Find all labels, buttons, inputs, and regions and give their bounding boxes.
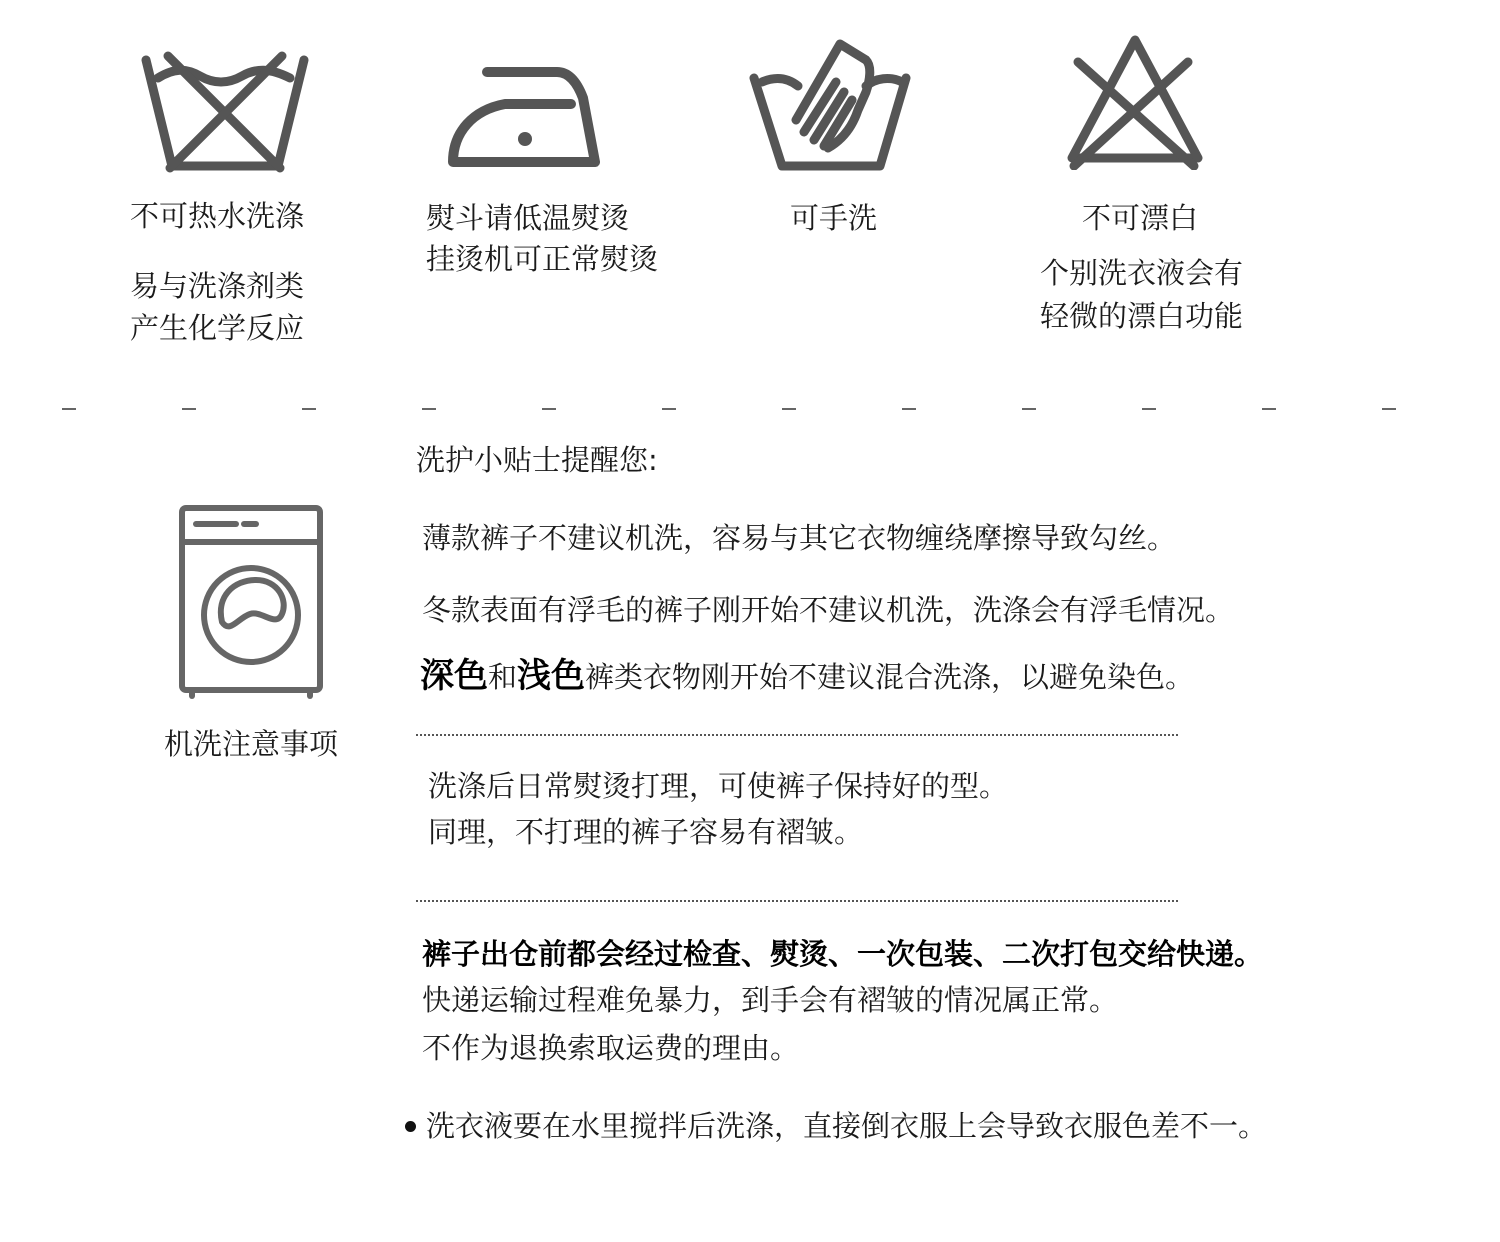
caption-iron-2: 挂烫机可正常熨烫 <box>426 242 659 276</box>
tip-shipping-3: 不作为退换索取运费的理由。 <box>422 1031 800 1065</box>
note-no-bleach-2: 轻微的漂白功能 <box>1040 299 1244 333</box>
tips-heading: 洗护小贴士提醒您: <box>416 443 658 477</box>
no-hot-water-wash-icon <box>140 48 310 173</box>
dashed-divider <box>0 408 1500 410</box>
tip-thin-pants: 薄款裤子不建议机洗，容易与其它衣物缠绕摩擦导致勾丝。 <box>422 521 1177 555</box>
tip-color-rest: 裤类衣物刚开始不建议混合洗涤，以避免染色。 <box>585 660 1195 694</box>
tip-winter-pants: 冬款表面有浮毛的裤子刚开始不建议机洗，洗涤会有浮毛情况。 <box>422 593 1235 627</box>
machine-wash-label: 机洗注意事项 <box>164 727 339 761</box>
washing-machine-icon <box>178 504 324 700</box>
hand-wash-icon <box>748 36 913 174</box>
tip-shipping-1: 裤子出仓前都会经过检查、熨烫、一次包装、二次打包交给快递。 <box>422 937 1264 971</box>
tip-detergent: 洗衣液要在水里搅拌后洗涤，直接倒衣服上会导致衣服色差不一。 <box>426 1109 1268 1143</box>
dotted-divider-1 <box>416 734 1178 736</box>
dotted-divider-2 <box>416 900 1178 902</box>
caption-no-bleach: 不可漂白 <box>1082 201 1199 235</box>
no-bleach-icon <box>1064 32 1206 170</box>
note-no-hot-water-2: 产生化学反应 <box>130 311 305 345</box>
caption-hand-wash: 可手洗 <box>790 201 878 235</box>
bullet-icon <box>405 1121 416 1132</box>
tip-and: 和 <box>488 660 518 694</box>
tip-ironing-1: 洗涤后日常熨烫打理，可使裤子保持好的型。 <box>428 769 1009 803</box>
tip-dark-color: 深色 <box>420 656 488 696</box>
tip-light-color: 浅色 <box>517 656 586 696</box>
tip-color-separation <box>420 656 1194 697</box>
low-temp-iron-icon <box>445 62 600 174</box>
tip-ironing-2: 同理，不打理的裤子容易有褶皱。 <box>428 815 864 849</box>
tip-shipping-2: 快递运输过程难免暴力，到手会有褶皱的情况属正常。 <box>422 983 1119 1017</box>
caption-iron-1: 熨斗请低温熨烫 <box>426 201 630 235</box>
note-no-hot-water-1: 易与洗涤剂类 <box>130 269 305 303</box>
caption-no-hot-water: 不可热水洗涤 <box>130 199 305 233</box>
note-no-bleach-1: 个别洗衣液会有 <box>1040 256 1244 290</box>
